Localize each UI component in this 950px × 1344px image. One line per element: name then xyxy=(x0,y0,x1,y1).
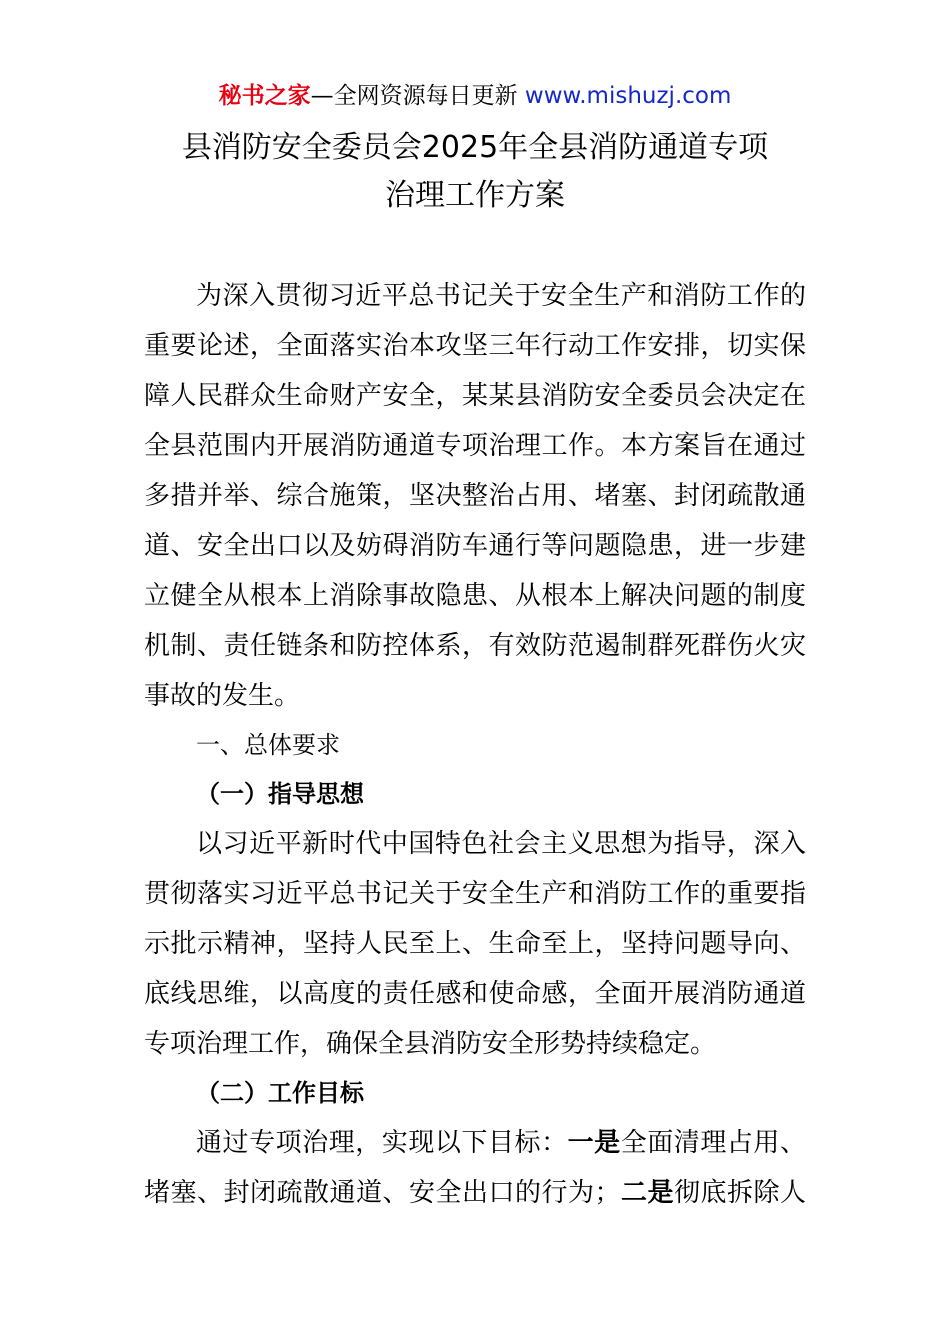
text-run: 堵塞、封闭疏散通道、安全出口的行为； xyxy=(144,1178,621,1208)
paragraph-line: 以习近平新时代中国特色社会主义思想为指导，深入 xyxy=(196,829,806,859)
section-heading: 一、总体要求 xyxy=(196,731,340,759)
paragraph-line xyxy=(196,1123,806,1163)
site-header xyxy=(0,80,950,112)
paragraph-line: 障人民群众生命财产安全，某某县消防安全委员会决定在 xyxy=(144,381,806,411)
document-title-line-1: 县消防安全委员会2025年全县消防通道专项 xyxy=(181,130,769,165)
subsection-heading: （一）指导思想 xyxy=(196,780,364,808)
site-tagline: —全网资源每日更新 xyxy=(310,83,525,109)
paragraph-line: 道、安全出口以及妨碍消防车通行等问题隐患，进一步建 xyxy=(144,531,806,561)
paragraph-line: 立健全从根本上消除事故隐患、从根本上解决问题的制度 xyxy=(144,581,806,611)
paragraph-line: 机制、责任链条和防控体系，有效防范遏制群死群伤火灾 xyxy=(144,631,806,661)
paragraph-line: 为深入贯彻习近平总书记关于安全生产和消防工作的 xyxy=(196,281,806,311)
document-title-line-2: 治理工作方案 xyxy=(385,178,565,213)
subsection-heading: （二）工作目标 xyxy=(196,1079,364,1107)
site-url-link[interactable]: www.mishuzj.com xyxy=(524,83,732,109)
paragraph-line: 重要论述，全面落实治本攻坚三年行动工作安排，切实保 xyxy=(144,331,806,361)
paragraph-line: 全县范围内开展消防通道专项治理工作。本方案旨在通过 xyxy=(144,431,806,461)
paragraph-line: 示批示精神，坚持人民至上、生命至上，坚持问题导向、 xyxy=(144,929,806,959)
paragraph-line: 多措并举、综合施策，坚决整治占用、堵塞、封闭疏散通 xyxy=(144,481,806,511)
paragraph-line: 事故的发生。 xyxy=(144,681,301,711)
emphasis-text: 二是 xyxy=(620,1178,674,1208)
text-run: 全面清理占用、 xyxy=(620,1128,806,1158)
emphasis-text: 一是 xyxy=(567,1128,621,1158)
text-run: 彻底拆除人 xyxy=(673,1178,806,1208)
paragraph-line xyxy=(144,1173,806,1213)
text-run: 通过专项治理，实现以下目标： xyxy=(196,1128,568,1158)
paragraph-line: 贯彻落实习近平总书记关于安全生产和消防工作的重要指 xyxy=(144,879,806,909)
paragraph-line: 底线思维，以高度的责任感和使命感，全面开展消防通道 xyxy=(144,979,806,1009)
site-name: 秘书之家 xyxy=(218,83,311,109)
paragraph-line: 专项治理工作，确保全县消防安全形势持续稳定。 xyxy=(144,1029,717,1059)
